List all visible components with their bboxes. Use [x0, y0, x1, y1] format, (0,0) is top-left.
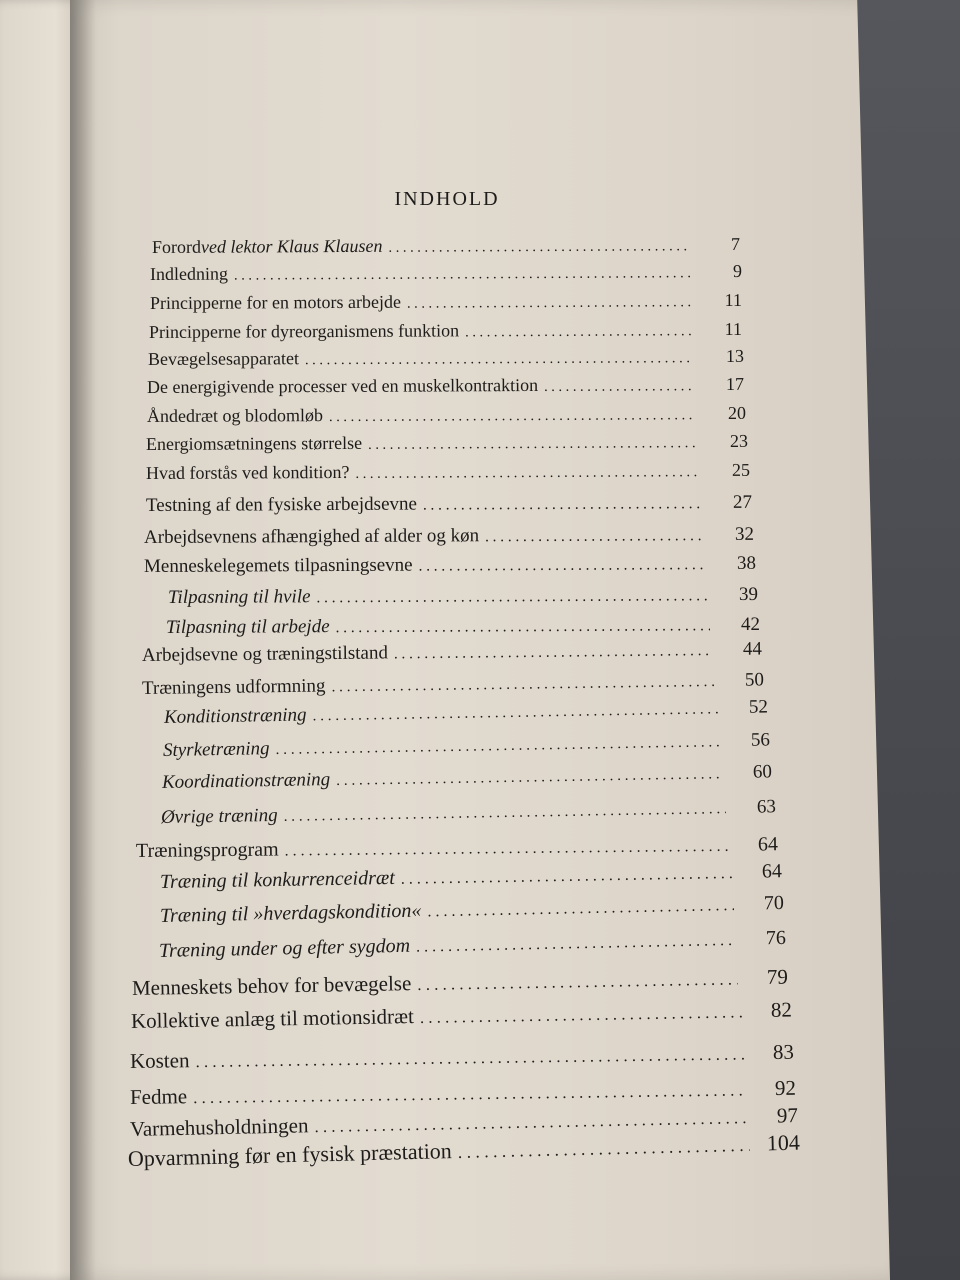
- toc-entry-title: Arbejdsevne og træningstilstand: [141, 642, 389, 666]
- dot-leader: [283, 800, 726, 826]
- dot-leader: [316, 587, 708, 607]
- toc-entry-title: Åndedræt og blodomløb: [146, 405, 324, 426]
- toc-entry: [130, 1040, 794, 1074]
- dot-leader: [193, 1080, 746, 1108]
- toc-entry-title: Menneskelegemets tilpasningsevne: [143, 554, 413, 577]
- dot-leader: [394, 642, 712, 663]
- toc-page-number: 56: [750, 729, 771, 751]
- dot-leader: [195, 1044, 744, 1072]
- toc-entry-title: Opvarmning før en fysisk præstation: [127, 1138, 453, 1171]
- toc-page-number: 79: [766, 964, 789, 989]
- toc-entry-title: Testning af den fysiske arbejdsevne: [145, 493, 417, 516]
- toc-page-number: 82: [770, 997, 793, 1022]
- toc-page-number: 64: [761, 860, 783, 883]
- toc-page-number: 104: [766, 1129, 801, 1156]
- dot-leader: [419, 556, 707, 576]
- toc-page-number: 97: [776, 1103, 799, 1128]
- toc-page-number: 60: [752, 761, 773, 783]
- dot-leader: [544, 378, 694, 396]
- toc-entry: [146, 431, 748, 455]
- toc-entry-title: Træning til »hverdagskondition«: [159, 899, 422, 927]
- toc-page-number: 63: [756, 796, 777, 818]
- toc-page-number: 50: [744, 669, 765, 691]
- toc-page-number: 17: [725, 373, 745, 394]
- toc-entry-title: Principperne for dyreorganismens funktion: [148, 320, 460, 342]
- toc-entry-title: Kosten: [129, 1048, 190, 1073]
- toc-entry: [136, 833, 778, 863]
- toc-entry: [144, 524, 754, 549]
- toc-page-number: 23: [729, 430, 749, 451]
- toc-entry-title: Kollektive anlæg til motionsidræt: [130, 1004, 415, 1033]
- toc-page-number: 92: [774, 1075, 797, 1100]
- toc-entry-title: Bevægelsesapparatet: [147, 348, 300, 369]
- toc-entry-title: Træningsprogram: [135, 838, 279, 862]
- toc-entry-title: Øvrige træning: [160, 804, 278, 828]
- toc-entry-title: Energiomsætningens størrelse: [145, 432, 363, 454]
- toc-page-number: 70: [763, 891, 785, 915]
- toc-page-number: 38: [736, 552, 757, 574]
- toc-entry-title: Træningens udformning: [141, 675, 326, 699]
- toc-entry: [142, 669, 764, 700]
- toc-entry: [150, 290, 742, 314]
- toc-entry: [152, 234, 740, 258]
- toc-entry-title: Tilpasning til arbejde: [165, 616, 330, 638]
- dot-leader: [485, 527, 704, 546]
- toc-entry-title: Koordinationstræning: [161, 769, 331, 793]
- dot-leader: [275, 733, 720, 759]
- toc-page-number: 13: [725, 345, 745, 366]
- toc-entry-title: Tilpasning til hvile: [167, 586, 311, 608]
- toc-page-number: 64: [757, 833, 779, 856]
- toc-entry: [142, 639, 762, 667]
- toc-entry-title: Konditionstræning: [163, 704, 307, 728]
- toc-entry: [144, 553, 756, 578]
- toc-page-number: 42: [740, 613, 761, 635]
- toc-entry-title: De energigivende processer ved en muskelkontraktion: [146, 374, 539, 397]
- toc-subentry: [160, 860, 782, 894]
- toc-entry-author: ved lektor Klaus Klausen: [200, 235, 383, 257]
- toc-entry: [147, 403, 746, 427]
- dot-leader: [416, 932, 736, 957]
- dot-leader: [417, 969, 738, 995]
- dot-leader: [329, 407, 696, 426]
- dot-leader: [336, 765, 722, 790]
- toc-entry: [146, 460, 750, 484]
- toc-entry-title: Varmehusholdningen: [129, 1113, 309, 1141]
- dot-leader: [312, 700, 718, 725]
- toc-page-number: 39: [738, 583, 759, 606]
- dot-leader: [388, 238, 690, 257]
- toc-page-number: 76: [765, 926, 787, 950]
- toc-entry-title: Indledning: [149, 263, 229, 284]
- toc-page-number: 83: [772, 1039, 795, 1065]
- toc-entry: [132, 965, 788, 1001]
- toc-page-number: 32: [734, 523, 755, 545]
- toc-entry: [150, 261, 742, 285]
- toc-page-number: 11: [724, 289, 743, 310]
- toc-page-number: 9: [732, 260, 743, 281]
- toc-entry: [147, 374, 744, 398]
- dot-leader: [401, 865, 732, 889]
- toc-subentry: [162, 761, 772, 794]
- dot-leader: [407, 294, 692, 312]
- toc-entry-title: Træning til konkurrenceidræt: [159, 866, 395, 893]
- toc-entry: [148, 346, 744, 370]
- toc-subentry: [161, 796, 776, 829]
- dot-leader: [234, 265, 692, 284]
- toc-entry: [131, 997, 792, 1034]
- toc-subentry: [168, 584, 758, 609]
- dot-leader: [420, 1002, 742, 1028]
- toc-subentry: [164, 696, 768, 729]
- dot-leader: [305, 350, 694, 369]
- toc-entry-title: Træning under og efter sygdom: [158, 934, 411, 962]
- toc-entry-title: Forord: [151, 236, 202, 257]
- dot-leader: [336, 617, 710, 637]
- dot-leader: [458, 1135, 751, 1163]
- dot-leader: [355, 464, 700, 483]
- toc-page-number: 52: [748, 696, 769, 718]
- toc-entry-title: Arbejdsevnens afhængighed af alder og køn: [143, 525, 480, 548]
- toc-entry-title: Principperne for en motors arbejde: [149, 291, 401, 313]
- toc-entry-title: Fedme: [129, 1084, 188, 1109]
- toc-entry-title: Styrketræning: [162, 738, 270, 761]
- dot-leader: [331, 673, 714, 696]
- dot-leader: [285, 838, 729, 861]
- toc-page-number: 20: [727, 402, 747, 423]
- dot-leader: [465, 323, 692, 341]
- toc-heading: INDHOLD: [394, 188, 500, 210]
- toc-subentry: [160, 892, 784, 928]
- toc-entry-title: Hvad forstås ved kondition?: [145, 461, 350, 483]
- dot-leader: [368, 435, 698, 454]
- toc-page-number: 11: [724, 318, 743, 339]
- dot-leader: [423, 495, 702, 514]
- toc-page-number: 27: [732, 491, 753, 513]
- toc-entry: [149, 319, 742, 343]
- toc-page-number: 44: [742, 638, 763, 660]
- toc-entry: [146, 492, 752, 517]
- dot-leader: [427, 897, 734, 921]
- toc-page-number: 7: [730, 233, 741, 254]
- toc-subentry: [163, 729, 770, 762]
- toc-subentry: [159, 927, 786, 963]
- toc-entry-title: Menneskets behov for bevægelse: [131, 971, 412, 1000]
- toc-subentry: [166, 614, 760, 639]
- toc-page-number: 25: [731, 459, 751, 480]
